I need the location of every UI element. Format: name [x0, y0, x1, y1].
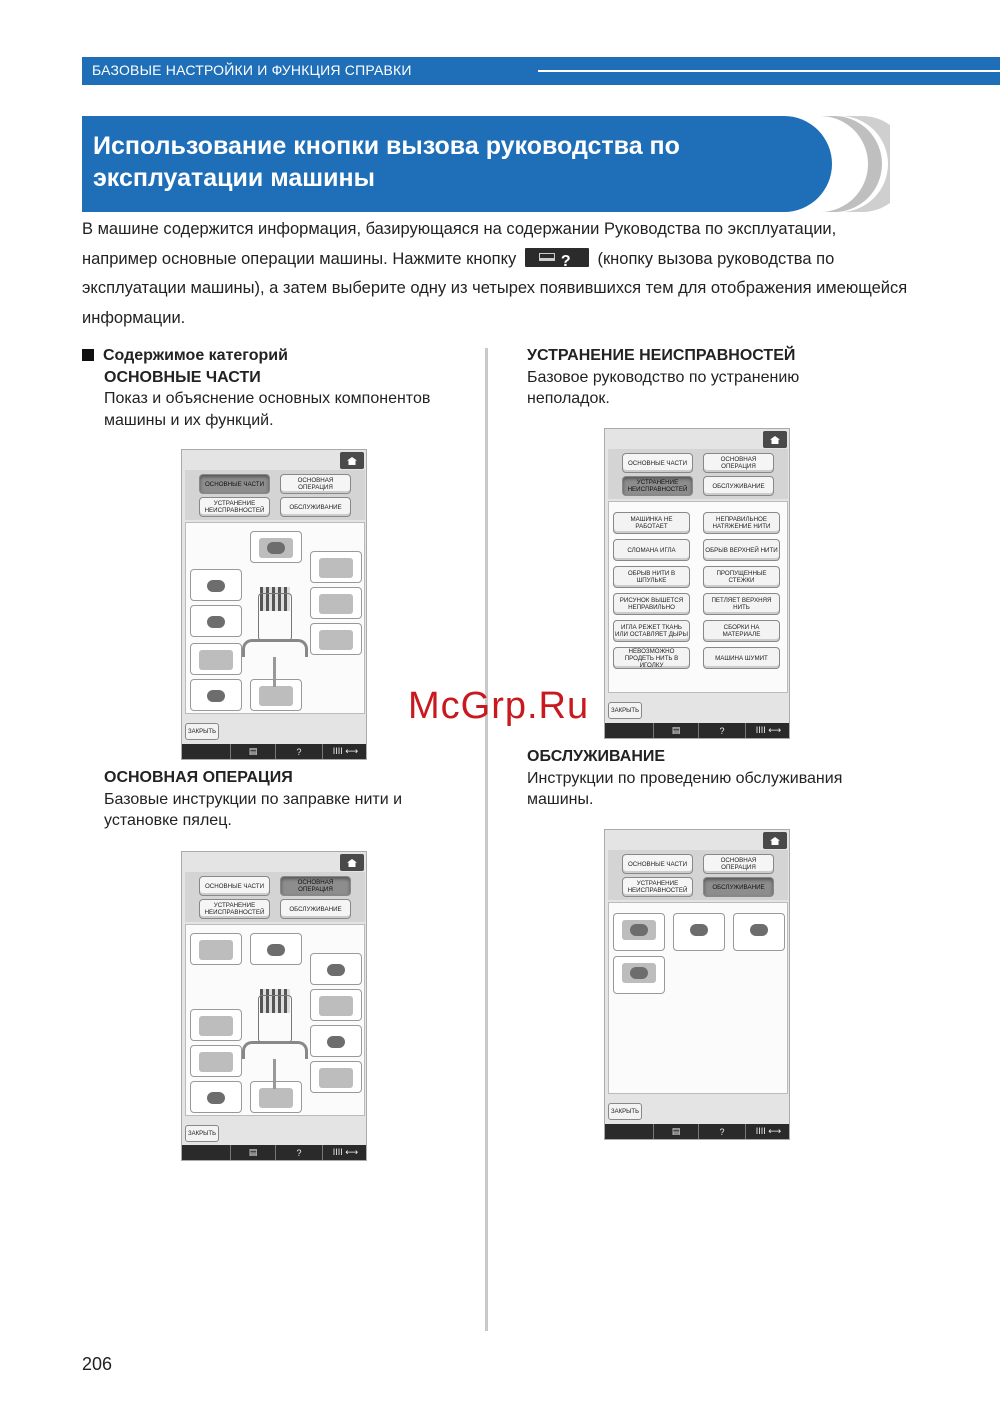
bullet-square-icon — [82, 349, 94, 361]
help-button[interactable]: ? — [698, 723, 745, 738]
tab-parts[interactable]: ОСНОВНЫЕ ЧАСТИ — [199, 474, 270, 494]
close-button[interactable]: ЗАКРЫТЬ — [608, 702, 642, 719]
trouble-item[interactable]: ОБРЫВ ВЕРХНЕЙ НИТИ — [703, 539, 780, 561]
category-panel — [185, 470, 365, 520]
arrow-button[interactable]: IIII ⟷ — [322, 1145, 368, 1160]
home-icon[interactable] — [340, 452, 364, 469]
screen-troubleshooting — [604, 428, 790, 739]
category-panel — [185, 872, 365, 922]
trouble-item[interactable]: СБОРКИ НА МАТЕРИАЛЕ — [703, 620, 780, 642]
home-icon[interactable] — [763, 431, 787, 448]
maintenance-title: ОБСЛУЖИВАНИЕ — [527, 748, 666, 765]
intro-text-1: В машине содержится информация, базирующаяся на содержании Руководства по эксплуатации, например основные операции машины. Нажмите кнопку — [82, 220, 837, 268]
help-button[interactable]: ? — [275, 744, 322, 759]
part-tile[interactable] — [310, 551, 362, 583]
operation-tile[interactable] — [250, 1081, 302, 1113]
maintenance-content-area — [608, 902, 788, 1094]
tab-maintenance[interactable]: ОБСЛУЖИВАНИЕ — [703, 877, 774, 897]
tab-troubleshooting[interactable]: УСТРАНЕНИЕ НЕИСПРАВНОСТЕЙ — [622, 476, 693, 496]
maintenance-tile[interactable] — [673, 913, 725, 951]
tab-parts[interactable]: ОСНОВНЫЕ ЧАСТИ — [622, 854, 693, 874]
arrow-button[interactable]: IIII ⟷ — [745, 723, 791, 738]
trouble-title: УСТРАНЕНИЕ НЕИСПРАВНОСТЕЙ — [527, 347, 796, 364]
tab-maintenance[interactable]: ОБСЛУЖИВАНИЕ — [280, 899, 351, 919]
part-tile[interactable] — [190, 643, 242, 675]
trouble-item[interactable]: МАШИНКА НЕ РАБОТАЕТ — [613, 512, 690, 534]
section-maintenance — [527, 746, 887, 811]
category-panel — [608, 449, 788, 499]
operation-tile[interactable] — [310, 953, 362, 985]
part-tile[interactable] — [190, 605, 242, 637]
parts-title: ОСНОВНЫЕ ЧАСТИ — [104, 368, 261, 386]
maintenance-tile[interactable] — [733, 913, 785, 951]
parts-text: Показ и объяснение основных компонентов машины и их функций. — [104, 390, 431, 429]
list-icon[interactable]: ▤ — [653, 1124, 698, 1139]
bottom-bar — [605, 723, 789, 738]
tab-troubleshooting[interactable]: УСТРАНЕНИЕ НЕИСПРАВНОСТЕЙ — [199, 497, 270, 517]
screen-operation — [181, 851, 367, 1161]
operation-content-area — [185, 924, 365, 1116]
part-tile[interactable] — [310, 587, 362, 619]
tab-troubleshooting[interactable]: УСТРАНЕНИЕ НЕИСПРАВНОСТЕЙ — [622, 877, 693, 897]
tab-operation[interactable]: ОСНОВНАЯ ОПЕРАЦИЯ — [280, 876, 351, 896]
trouble-item[interactable]: РИСУНОК ВЫШЕТСЯ НЕПРАВИЛЬНО — [613, 593, 690, 615]
section-troubleshooting — [527, 345, 857, 410]
intro-paragraph — [82, 215, 912, 333]
part-tile[interactable] — [190, 679, 242, 711]
operation-tile[interactable] — [310, 1061, 362, 1093]
screen-parts — [181, 449, 367, 760]
part-tile[interactable] — [250, 679, 302, 711]
trouble-item[interactable]: ОБРЫВ НИТИ В ШПУЛЬКЕ — [613, 566, 690, 588]
manual-help-button-icon: ? — [525, 248, 589, 267]
header-rule — [538, 70, 1000, 72]
machine-illustration — [240, 975, 310, 1085]
list-icon[interactable]: ▤ — [230, 1145, 275, 1160]
list-icon[interactable]: ▤ — [230, 744, 275, 759]
arrow-button[interactable]: IIII ⟷ — [745, 1124, 791, 1139]
operation-tile[interactable] — [190, 933, 242, 965]
trouble-content-area — [608, 501, 788, 693]
bottom-bar — [182, 1145, 366, 1160]
intro-text-2: (кнопку вызова руководства по эксплуатации машины), а затем выберите одну из четырех появившихся тем для отображения имеющейся информации. — [82, 249, 908, 327]
trouble-item[interactable]: ПРОПУЩЕННЫЕ СТЕЖКИ — [703, 566, 780, 588]
tab-maintenance[interactable]: ОБСЛУЖИВАНИЕ — [280, 497, 351, 517]
section-header-bar — [82, 57, 1000, 85]
tab-parts[interactable]: ОСНОВНЫЕ ЧАСТИ — [622, 453, 693, 473]
machine-illustration — [240, 573, 310, 683]
part-tile[interactable] — [310, 623, 362, 655]
tab-operation[interactable]: ОСНОВНАЯ ОПЕРАЦИЯ — [280, 474, 351, 494]
maintenance-tile[interactable] — [613, 913, 665, 951]
tab-troubleshooting[interactable]: УСТРАНЕНИЕ НЕИСПРАВНОСТЕЙ — [199, 899, 270, 919]
category-panel — [608, 850, 788, 900]
bottom-bar — [182, 744, 366, 759]
trouble-item[interactable]: ПЕТЛЯЕТ ВЕРХНЯЯ НИТЬ — [703, 593, 780, 615]
operation-tile[interactable] — [250, 933, 302, 965]
part-tile[interactable] — [250, 531, 302, 563]
trouble-item[interactable]: НЕПРАВИЛЬНОЕ НАТЯЖЕНИЕ НИТИ — [703, 512, 780, 534]
help-button[interactable]: ? — [698, 1124, 745, 1139]
parts-content-area — [185, 522, 365, 714]
categories-heading: Содержимое категорий — [103, 347, 288, 364]
page-number: 206 — [82, 1354, 113, 1374]
close-button[interactable]: ЗАКРЫТЬ — [608, 1103, 642, 1120]
section-parts — [82, 345, 482, 431]
section-header-text: БАЗОВЫЕ НАСТРОЙКИ И ФУНКЦИЯ СПРАВКИ — [92, 62, 412, 78]
close-button[interactable]: ЗАКРЫТЬ — [185, 1125, 219, 1142]
trouble-item[interactable]: НЕВОЗМОЖНО ПРОДЕТЬ НИТЬ В ИГОЛКУ — [613, 647, 690, 669]
bottom-bar — [605, 1124, 789, 1139]
section-operation — [104, 767, 464, 832]
operation-tile[interactable] — [190, 1045, 242, 1077]
page-title: Использование кнопки вызова руководства по эксплуатации машины — [93, 132, 680, 192]
maintenance-text: Инструкции по проведению обслуживания машины. — [527, 769, 843, 808]
trouble-item[interactable]: МАШИНА ШУМИТ — [703, 647, 780, 669]
operation-tile[interactable] — [190, 1081, 242, 1113]
operation-title: ОСНОВНАЯ ОПЕРАЦИЯ — [104, 769, 293, 786]
watermark-text: McGrp.Ru — [408, 685, 590, 727]
operation-tile[interactable] — [190, 1009, 242, 1041]
tab-operation[interactable]: ОСНОВНАЯ ОПЕРАЦИЯ — [703, 854, 774, 874]
close-button[interactable]: ЗАКРЫТЬ — [185, 723, 219, 740]
column-divider — [485, 348, 488, 1331]
help-button[interactable]: ? — [275, 1145, 322, 1160]
home-icon[interactable] — [340, 854, 364, 871]
home-icon[interactable] — [763, 832, 787, 849]
screen-maintenance — [604, 829, 790, 1140]
tab-maintenance[interactable]: ОБСЛУЖИВАНИЕ — [703, 476, 774, 496]
operation-tile[interactable] — [310, 1025, 362, 1057]
title-banner — [82, 116, 832, 212]
maintenance-tile[interactable] — [613, 956, 665, 994]
part-tile[interactable] — [190, 569, 242, 601]
list-icon[interactable]: ▤ — [653, 723, 698, 738]
operation-text: Базовые инструкции по заправке нити и установке пялец. — [104, 790, 403, 829]
tab-parts[interactable]: ОСНОВНЫЕ ЧАСТИ — [199, 876, 270, 896]
arrow-button[interactable]: IIII ⟷ — [322, 744, 368, 759]
trouble-item[interactable]: ИГЛА РЕЖЕТ ТКАНЬ ИЛИ ОСТАВЛЯЕТ ДЫРЫ — [613, 620, 690, 642]
trouble-item[interactable]: СЛОМАНА ИГЛА — [613, 539, 690, 561]
tab-operation[interactable]: ОСНОВНАЯ ОПЕРАЦИЯ — [703, 453, 774, 473]
operation-tile[interactable] — [310, 989, 362, 1021]
trouble-text: Базовое руководство по устранению неполадок. — [527, 368, 800, 407]
